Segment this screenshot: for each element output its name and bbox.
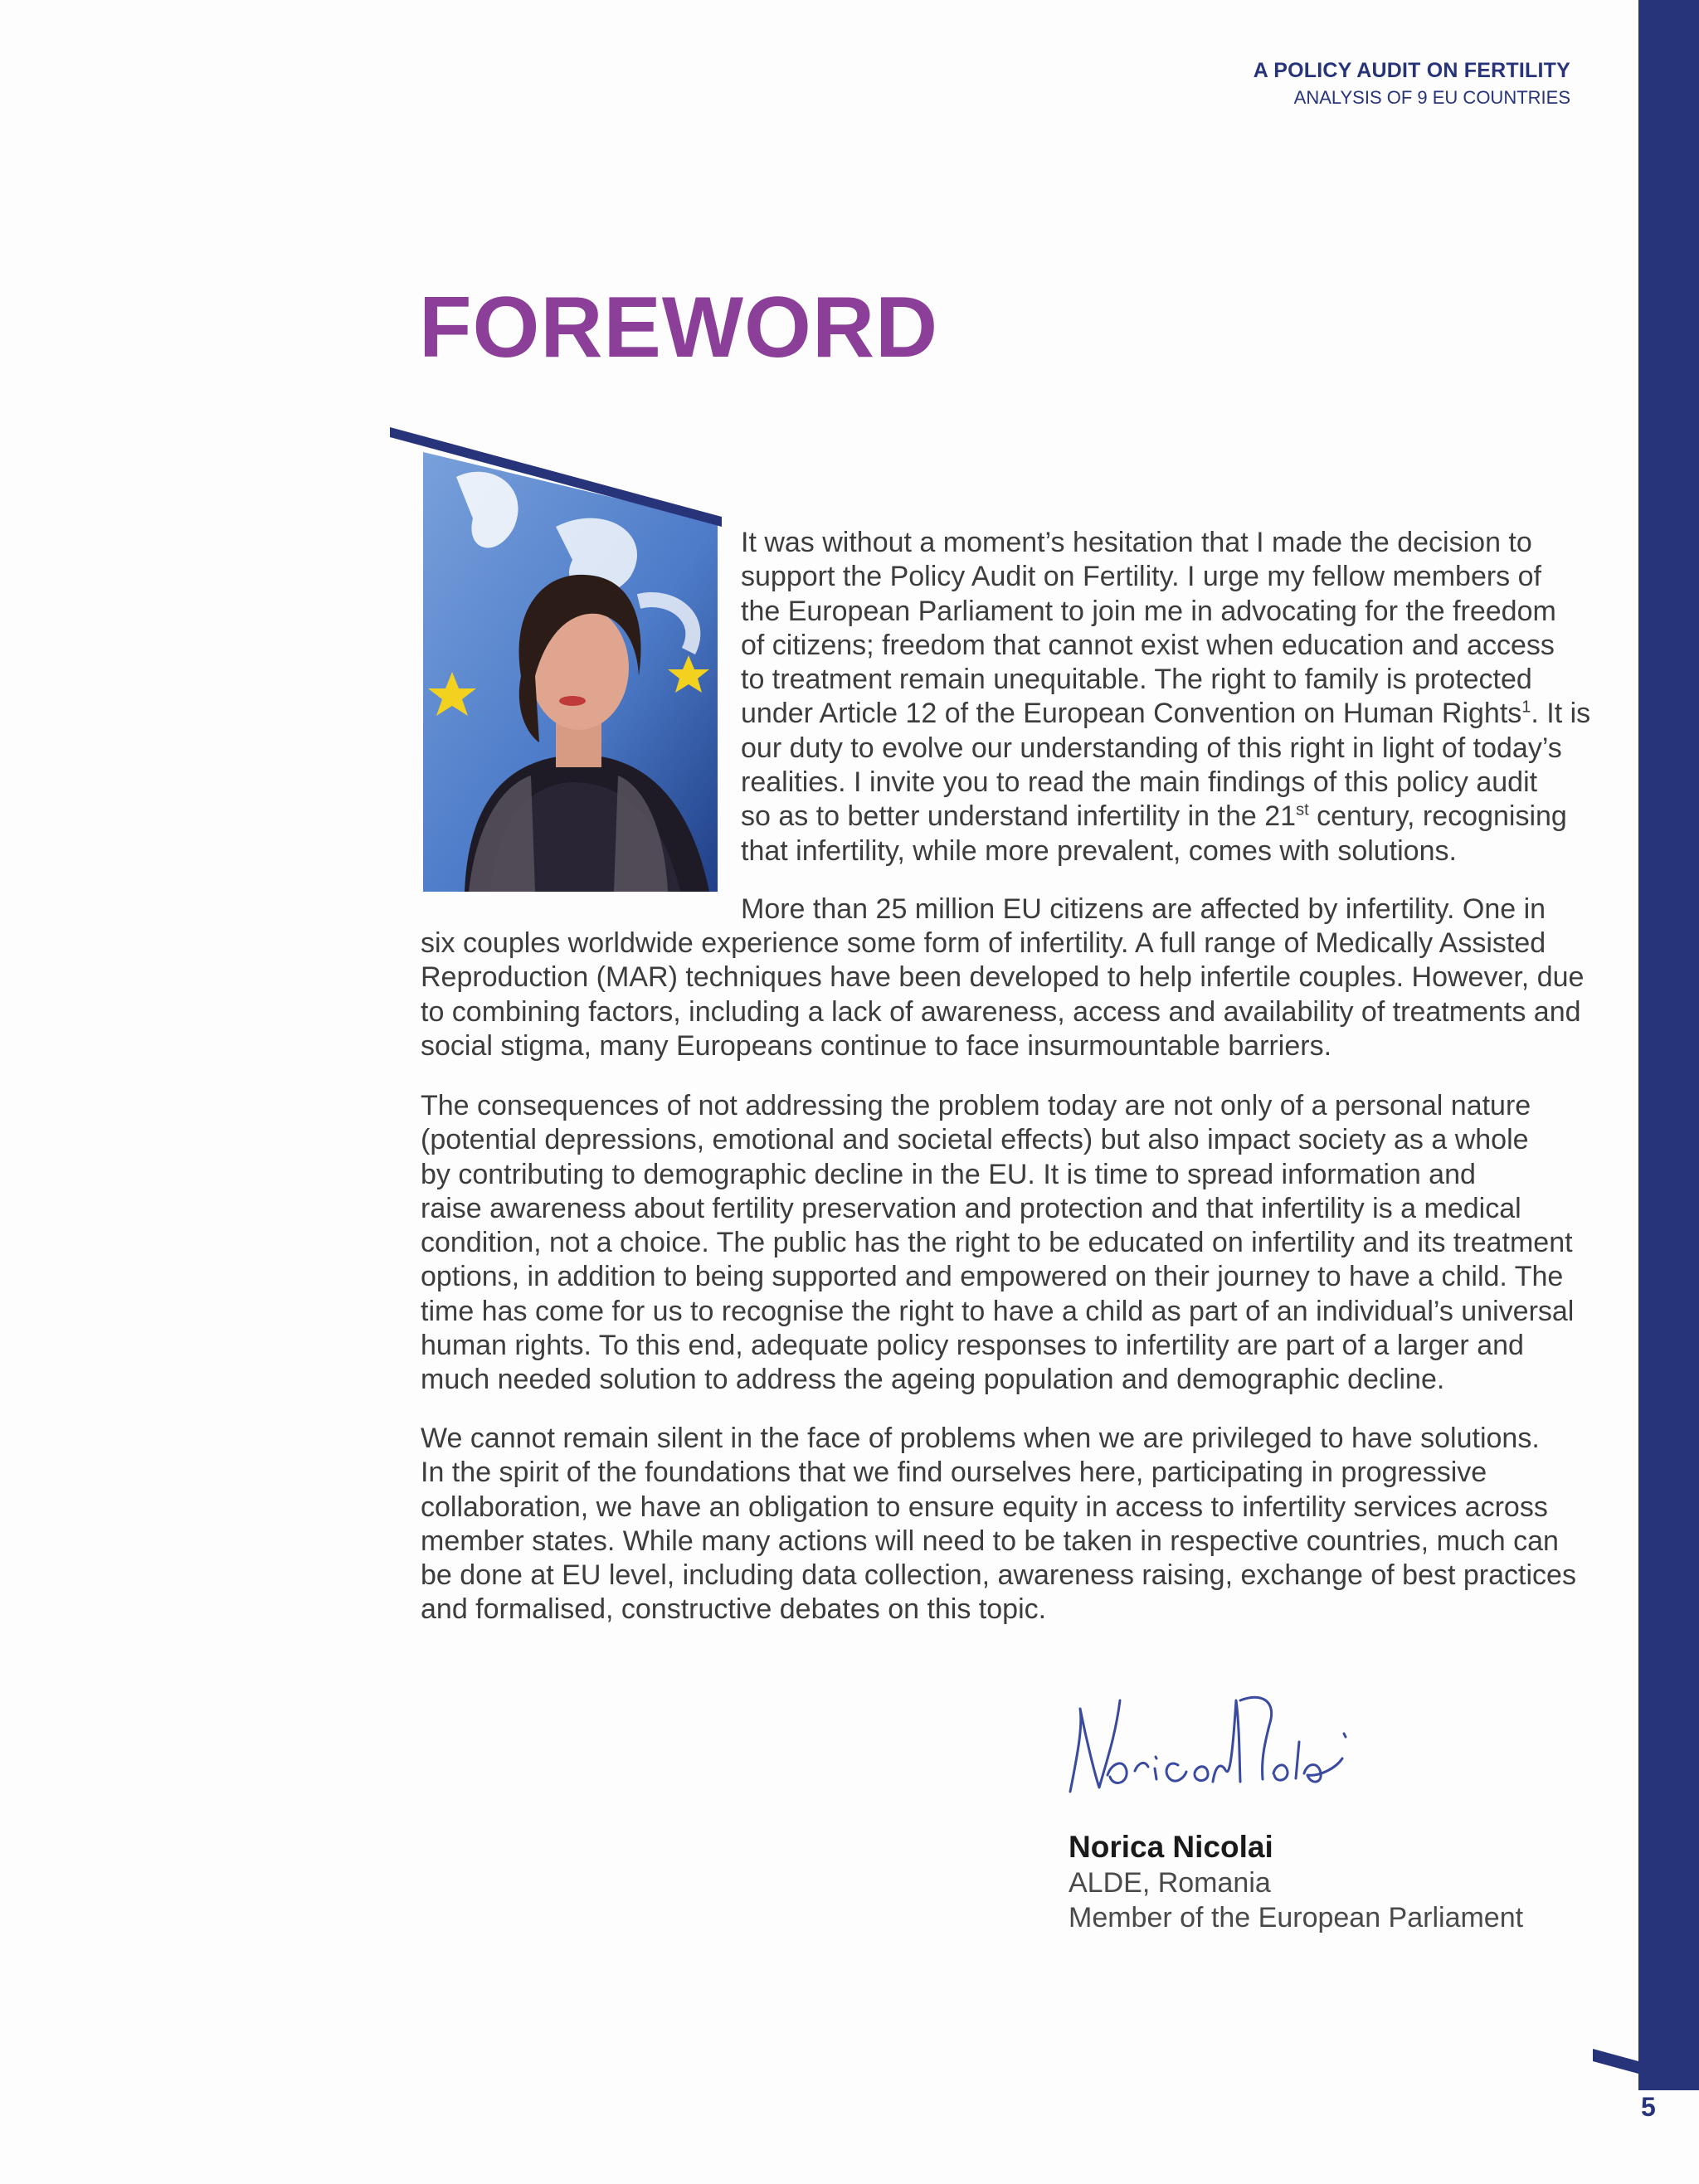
text-line: It was without a moment’s hesitation that I made the decision to: [741, 527, 1532, 558]
text-line: human rights. To this end, adequate policy responses to infertility are part of a larger and: [421, 1330, 1524, 1362]
text-line: to treatment remain unequitable. The right to family is protected: [741, 664, 1532, 696]
paragraph-2-first-line: [741, 893, 1570, 927]
signer-role: Member of the European Parliament: [1069, 1902, 1524, 1933]
text-line: realities. I invite you to read the main findings of this policy audit: [741, 766, 1538, 799]
text-line: the European Parliament to join me in advocating for the freedom: [741, 595, 1556, 627]
side-bar: [1638, 0, 1699, 2090]
text-line: by contributing to demographic decline in the EU. It is time to spread information and: [421, 1158, 1476, 1190]
text-line: much needed solution to address the ageing population and demographic decline.: [421, 1364, 1445, 1396]
portrait-photo: [390, 427, 722, 892]
text-line: and formalised, constructive debates on this topic.: [421, 1593, 1047, 1626]
text-fragment: under Article 12 of the European Convention on Human Rights: [741, 698, 1522, 730]
text-line: member states. While many actions will need to be taken in respective countries, much can: [421, 1525, 1559, 1557]
ordinal-suffix: st: [1296, 801, 1309, 820]
text-line: collaboration, we have an obligation to ensure equity in access to infertility services across: [421, 1491, 1548, 1523]
text-line: social stigma, many Europeans continue to face insurmountable barriers.: [421, 1029, 1332, 1062]
page-number: 5: [1641, 2092, 1656, 2122]
text-line: support the Policy Audit on Fertility. I urge my fellow members of: [741, 561, 1541, 593]
text-line: options, in addition to being supported and empowered on their journey to have a child. The: [421, 1261, 1564, 1293]
text-line: [741, 800, 1570, 834]
text-line: to combining factors, including a lack of awareness, access and availability of treatments and: [421, 995, 1581, 1028]
text-line: time has come for us to recognise the right to have a child as part of an individual’s universal: [421, 1295, 1575, 1327]
page-heading: FOREWORD: [419, 280, 939, 376]
text-fragment: . It is: [1531, 698, 1591, 730]
handwritten-signature: [1062, 1676, 1361, 1817]
text-line: (potential depressions, emotional and societal effects) but also impact society as a whole: [421, 1124, 1529, 1156]
paragraph-3: [421, 1089, 1582, 1398]
footnote-ref: 1: [1521, 698, 1531, 717]
header-subtitle: ANALYSIS OF 9 EU COUNTRIES: [1293, 87, 1570, 108]
text-line: that infertility, while more prevalent, comes with solutions.: [741, 834, 1457, 867]
header-title: A POLICY AUDIT ON FERTILITY: [1253, 59, 1570, 82]
running-header: [1254, 56, 1570, 111]
signer-block: [1069, 1829, 1523, 1935]
text-line: be done at EU level, including data collection, awareness raising, exchange of best practices: [421, 1559, 1576, 1592]
text-line: The consequences of not addressing the problem today are not only of a personal nature: [421, 1090, 1531, 1121]
text-fragment: century, recognising: [1308, 800, 1567, 833]
text-line: raise awareness about fertility preservation and protection and that infertility is a medical: [421, 1192, 1521, 1224]
text-line: our duty to evolve our understanding of this right in light of today’s: [741, 732, 1562, 764]
text-line: six couples worldwide experience some form of infertility. A full range of Medically Assisted: [421, 927, 1546, 959]
text-line: We cannot remain silent in the face of problems when we are privileged to have solutions.: [421, 1423, 1540, 1454]
signer-party: ALDE, Romania: [1069, 1867, 1271, 1899]
text-line: [741, 697, 1591, 731]
paragraph-2: [421, 927, 1585, 1063]
portrait-image: [390, 427, 722, 892]
text-line: In the spirit of the foundations that we find ourselves here, participating in progressive: [421, 1457, 1487, 1489]
text-line: of citizens; freedom that cannot exist when education and access: [741, 629, 1555, 661]
text-line: Reproduction (MAR) techniques have been developed to help infertile couples. However, due: [421, 961, 1585, 994]
paragraph-1: [741, 526, 1591, 868]
text-fragment: so as to better understand infertility in the 21: [741, 800, 1297, 833]
text-line: More than 25 million EU citizens are affected by infertility. One in: [741, 893, 1546, 925]
signer-name: Norica Nicolai: [1069, 1830, 1273, 1864]
paragraph-4: [421, 1422, 1582, 1627]
text-line: condition, not a choice. The public has the right to be educated on infertility and its treatment: [421, 1227, 1573, 1259]
